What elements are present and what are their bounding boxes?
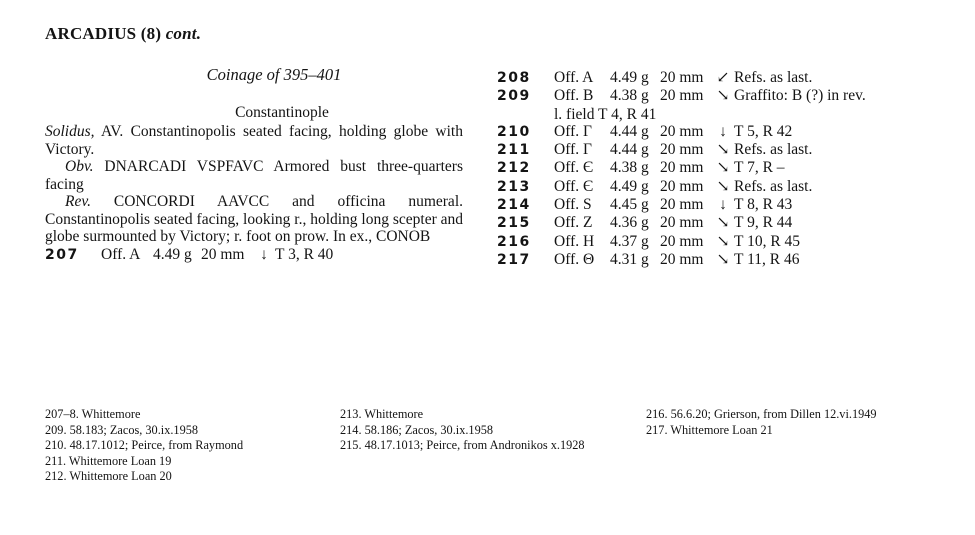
entry-weight: 4.45 g	[610, 196, 649, 214]
die-axis-arrow-icon: ↘	[716, 87, 730, 105]
entry-size: 20 mm	[660, 214, 704, 232]
entry-reference: T 3, R 40	[275, 245, 334, 263]
entry-reference: T 10, R 45	[734, 232, 801, 250]
die-axis-arrow-icon: ↘	[716, 141, 730, 159]
die-axis-arrow-icon: ↙	[716, 69, 730, 86]
entry-size: 20 mm	[660, 250, 704, 268]
header-cont: cont.	[165, 24, 202, 43]
entry-number: 217	[497, 251, 531, 268]
entry-reference: T 7, R –	[734, 159, 785, 177]
catalog-entry	[497, 251, 937, 269]
catalog-entry	[45, 246, 463, 265]
entry-officina: Off. Γ	[554, 122, 592, 140]
footnote: 207–8. Whittemore	[45, 407, 141, 421]
entry-reference: T 8, R 43	[734, 196, 793, 214]
entry-officina: Off. A	[101, 245, 141, 263]
section-title: Coinage of 395–401	[206, 65, 342, 84]
footnote: 209. 58.183; Zacos, 30.ix.1958	[45, 422, 199, 437]
entry-number: 207	[45, 246, 79, 263]
footnote: 214. 58.186; Zacos, 30.ix.1958	[340, 422, 494, 437]
entry-number: 214	[497, 197, 531, 214]
catalog-entry	[497, 69, 937, 87]
entry-officina: Off. B	[554, 87, 594, 105]
entry-continuation: l. field T 4, R 41	[554, 105, 657, 123]
header-number: (8)	[140, 24, 162, 43]
obverse-description	[45, 158, 463, 193]
footnote: 210. 48.17.1012; Peirce, from Raymond	[45, 438, 244, 453]
catalog-entry	[497, 233, 937, 251]
entry-reference: Refs. as last.	[734, 141, 813, 159]
mint-heading: Constantinople	[235, 103, 329, 121]
entry-weight: 4.36 g	[610, 214, 649, 232]
coin-description	[45, 123, 463, 158]
rev-label: Rev.	[65, 193, 91, 210]
entry-weight: 4.38 g	[610, 159, 649, 177]
right-column	[497, 69, 937, 269]
entry-size: 20 mm	[660, 87, 704, 105]
entry-officina: Off. Θ	[554, 250, 595, 268]
entry-weight: 4.49 g	[610, 177, 649, 195]
reverse-description	[45, 193, 463, 246]
entry-size: 20 mm	[660, 177, 704, 195]
entry-weight: 4.44 g	[610, 141, 649, 159]
entry-reference: Graffito: B (?) in rev.	[734, 87, 866, 105]
entry-reference: T 11, R 46	[734, 250, 800, 268]
entry-weight: 4.44 g	[610, 122, 649, 140]
entry-size: 20 mm	[660, 232, 704, 250]
die-axis-arrow-icon: ↓	[719, 122, 727, 140]
die-axis-arrow-icon: ↓	[260, 245, 268, 263]
entry-officina: Off. Z	[554, 214, 593, 232]
entry-officina: Off. Γ	[554, 141, 592, 159]
entry-size: 20 mm	[660, 196, 704, 214]
entry-officina: Off. A	[554, 69, 594, 86]
entry-officina: Off. H	[554, 232, 595, 250]
entry-officina: Off. Є	[554, 159, 594, 177]
footnote: 215. 48.17.1013; Peirce, from Andronikos x.1928	[340, 438, 585, 453]
entry-size: 20 mm	[660, 159, 704, 177]
entry-officina: Off. S	[554, 196, 592, 214]
entry-number: 209	[497, 88, 531, 105]
entry-number: 213	[497, 178, 531, 195]
entry-reference: T 9, R 44	[734, 214, 793, 232]
entry-number: 216	[497, 233, 531, 250]
catalog-entry	[497, 178, 937, 196]
footnotes-column-2	[340, 407, 615, 454]
entry-size: 20 mm	[660, 122, 704, 140]
footnotes-column-3	[646, 407, 946, 438]
entry-number: 215	[497, 215, 531, 232]
footnote: 216. 56.6.20; Grierson, from Dillen 12.vi.1949	[646, 407, 877, 421]
entry-size: 20 mm	[201, 245, 245, 263]
die-axis-arrow-icon: ↘	[716, 250, 730, 268]
catalog-entry	[497, 141, 937, 159]
entry-weight: 4.37 g	[610, 232, 649, 250]
entry-reference: Refs. as last.	[734, 177, 813, 195]
entry-reference: T 5, R 42	[734, 122, 793, 140]
rev-text: CONCORDI AAVCC and officina numeral. Constantinopolis seated facing, looking r., holding long scepter and globe surmounted by Victory; r. foot on prow. In ex., CONOB	[45, 193, 464, 245]
footnotes-column-1	[45, 407, 325, 485]
page-header	[45, 24, 201, 44]
footnote: 212. Whittemore Loan 20	[45, 469, 172, 484]
left-column	[45, 66, 463, 264]
entry-weight: 4.38 g	[610, 87, 649, 105]
entry-weight: 4.49 g	[610, 69, 649, 86]
entry-weight: 4.49 g	[153, 245, 192, 263]
entry-officina: Off. Є	[554, 177, 594, 195]
obv-text: DNARCADI VSPFAVC Armored bust three-quarters facing	[45, 158, 463, 193]
desc-text: AV. Constantinopolis seated facing, holding globe with Victory.	[45, 123, 463, 158]
footnote: 217. Whittemore Loan 21	[646, 422, 773, 437]
entry-number: 210	[497, 123, 531, 140]
header-emperor: ARCADIUS	[45, 24, 137, 43]
entry-size: 20 mm	[660, 141, 704, 159]
catalog-entry	[497, 87, 937, 105]
catalog-entry	[497, 123, 937, 141]
obv-label: Obv.	[65, 158, 94, 175]
die-axis-arrow-icon: ↘	[716, 214, 730, 232]
catalog-entry	[497, 159, 937, 177]
die-axis-arrow-icon: ↘	[716, 232, 730, 250]
footnote: 213. Whittemore	[340, 407, 424, 421]
die-axis-arrow-icon: ↘	[716, 177, 730, 195]
desc-type: Solidus,	[45, 123, 95, 140]
catalog-entry	[497, 196, 937, 214]
entry-size: 20 mm	[660, 69, 704, 86]
catalog-entry	[497, 214, 937, 232]
footnote: 211. Whittemore Loan 19	[45, 453, 172, 468]
entry-reference: Refs. as last.	[734, 69, 813, 86]
entry-weight: 4.31 g	[610, 250, 649, 268]
die-axis-arrow-icon: ↘	[716, 159, 730, 177]
entry-number: 212	[497, 160, 531, 177]
entry-number: 211	[497, 142, 531, 159]
die-axis-arrow-icon: ↓	[719, 196, 727, 214]
entry-number: 208	[497, 70, 531, 86]
